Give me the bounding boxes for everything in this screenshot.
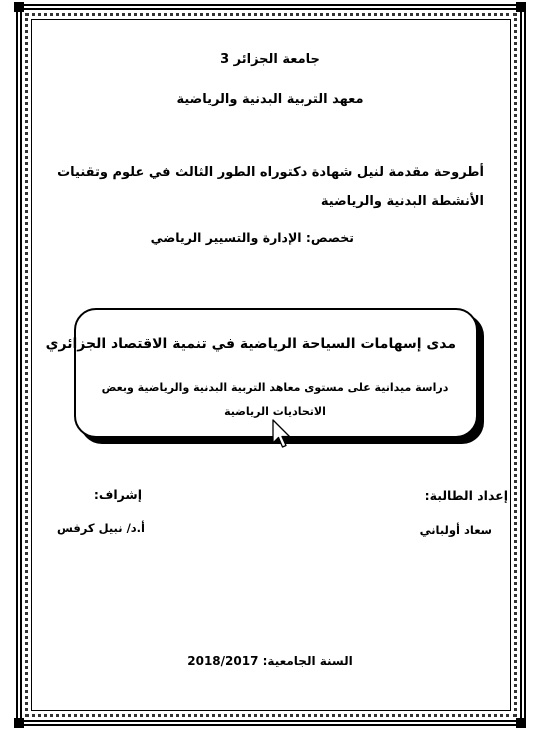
academic-year: السنة الجامعية: 2018/2017 (187, 654, 353, 668)
thesis-title: مدى إسهامات السياحة الرياضية في تنمية الاقتصاد الجزائري (45, 336, 456, 352)
border-corner-top-right (516, 2, 526, 12)
supervision-label: إشراف: (93, 487, 142, 502)
supervisor-name: أ.د/ نبيل كرفس (56, 521, 145, 535)
thesis-subtitle: دراسة ميدانية على مستوى معاهد التربية البدنية والرياضية وبعض الاتحاديات الرياضية (101, 381, 449, 418)
thesis-description: أطروحة مقدمة لنيل شهادة دكتوراه الطور الثالث في علوم وتقنيات الأنشطة البدنية والرياضية (57, 165, 484, 209)
student-name: سعاد أولباني (419, 523, 492, 537)
specialty: تخصص: الإدارة والتسيير الرياضي (150, 230, 354, 245)
border-corner-bottom-left (14, 718, 24, 728)
mouse-pointer-icon (272, 419, 294, 451)
prepared-by-label: إعداد الطالبة: (424, 488, 508, 503)
university-name: جامعة الجزائر 3 (220, 52, 320, 67)
institute-name: معهد التربية البدنية والرياضية (176, 92, 364, 107)
border-corner-top-left (14, 2, 24, 12)
border-corner-bottom-right (516, 718, 526, 728)
